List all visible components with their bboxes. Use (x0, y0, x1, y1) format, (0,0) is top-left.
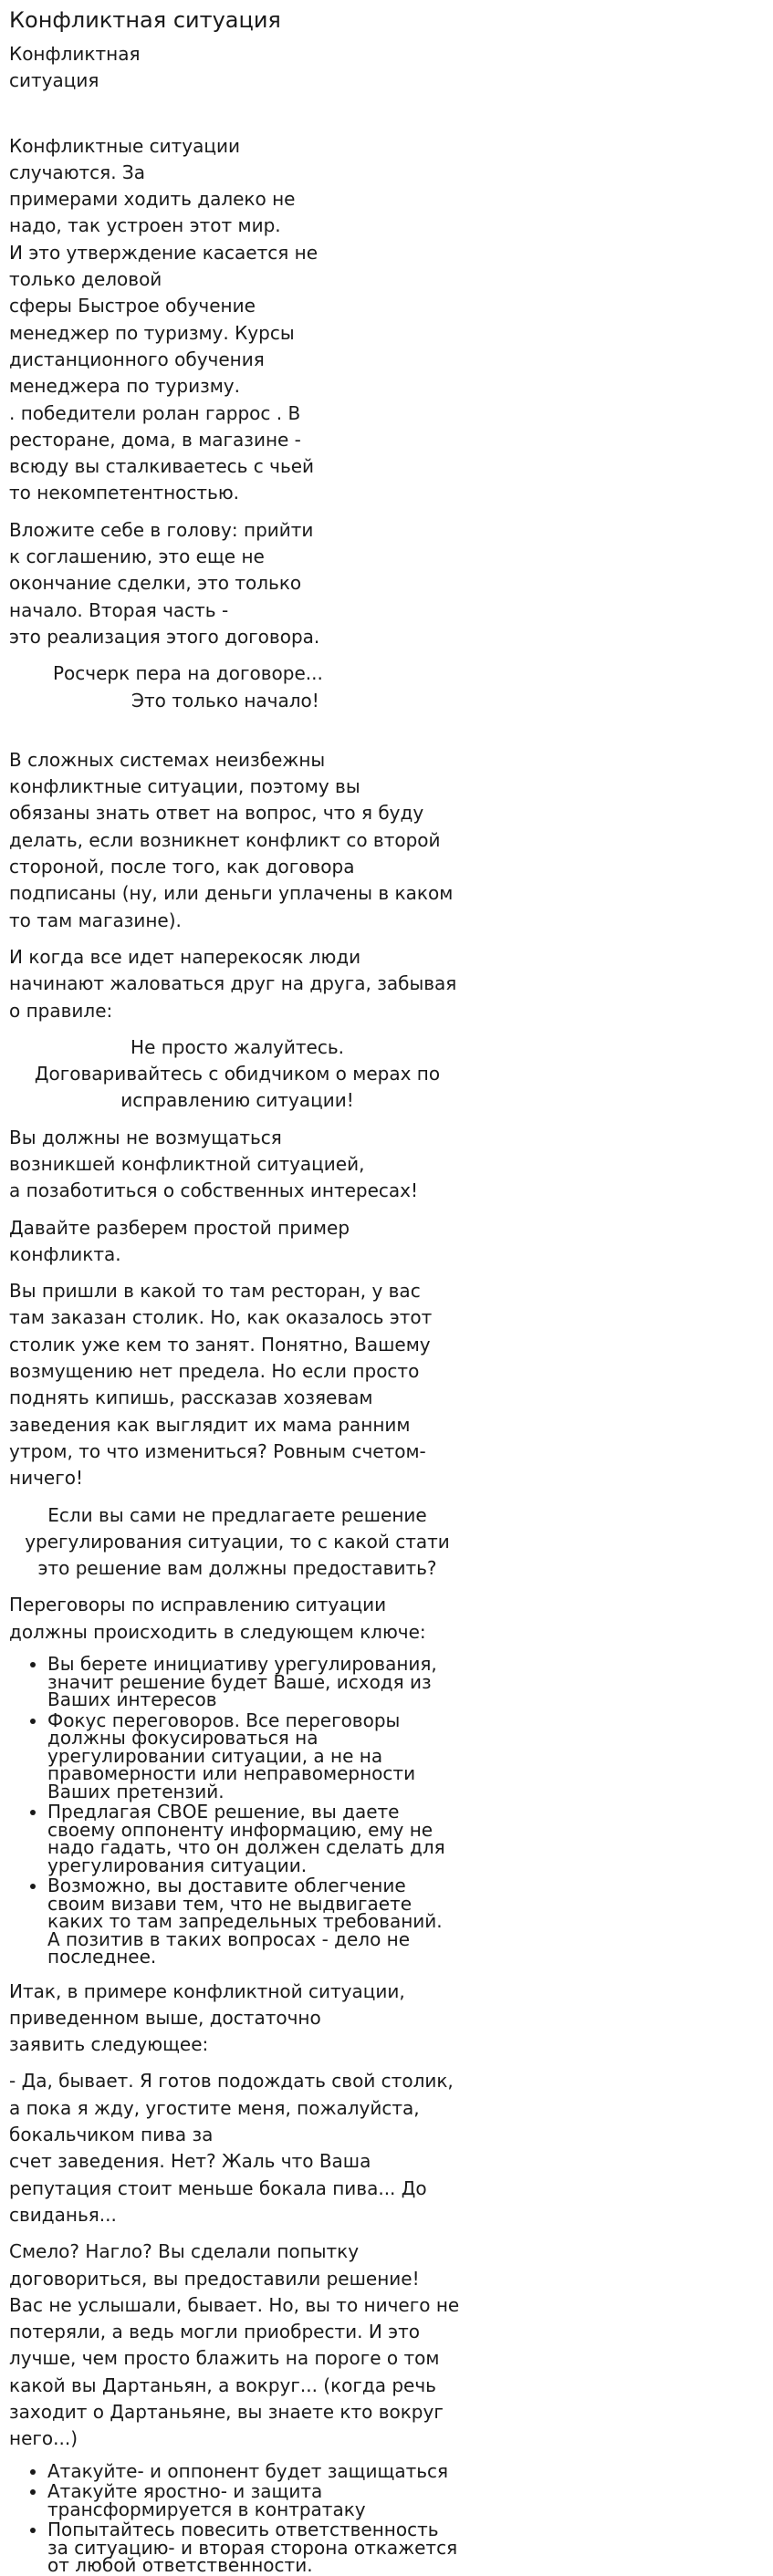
text-line: стороной, после того, как договора (9, 856, 355, 878)
text-line: Конфликтные ситуации (9, 134, 240, 157)
text-line: Не просто жалуйтесь. (131, 1035, 344, 1058)
list-item-line: последнее. (47, 1946, 157, 1968)
text-line: какой вы Дартаньян, а вокруг... (когда речь (9, 2373, 436, 2396)
text-line: то там магазине). (9, 909, 182, 931)
list-item-line: за ситуацию- и вторая сторона откажется (47, 2536, 458, 2559)
text-line: надо, так устроен этот мир. (9, 214, 281, 237)
list-item-line: урегулировании ситуации, а не на (47, 1744, 383, 1767)
text-line: примерами ходить далеко не (9, 188, 296, 211)
text-line: Смело? Нагло? Вы сделали попытку (9, 2240, 360, 2263)
list-item-line: Ваших интересов (47, 1688, 217, 1711)
list-item-line: Ваших претензий. (47, 1780, 225, 1802)
list-item-line: трансформируется в контратаку (47, 2498, 366, 2520)
list-item (47, 2480, 465, 2520)
paragraph-intro (9, 133, 465, 507)
text-line: И когда все идет наперекосяк люди (9, 945, 361, 968)
text-line: счет заведения. Нет? Жаль что Ваша (9, 2150, 371, 2173)
list-item (47, 1709, 465, 1802)
list-item-line: каких то там запредельных требований. (47, 1910, 443, 1933)
paragraph-negotiation-key (9, 1592, 465, 1646)
text-line: окончание сделки, это только (9, 572, 302, 595)
text-line: начало. Вторая часть - (9, 598, 229, 621)
text-line: всюду вы сталкиваетесь с чьей (9, 455, 315, 478)
text-line: к соглашению, это еще не (9, 545, 265, 568)
text-line: него...) (9, 2427, 78, 2450)
list-item-line: Попытайтесь повесить ответственность (47, 2519, 439, 2541)
list-item-line: Предлагая СВОЕ решение, вы даете (47, 1801, 400, 1823)
text-line: случаются. За (9, 161, 145, 183)
paragraph-agreement (9, 517, 465, 650)
text-line: репутация стоит меньше бокала пива... До (9, 2176, 427, 2199)
list-item-line: правомерности или неправомерности (47, 1762, 416, 1785)
text-line: Итак, в примере конфликтной ситуации, (9, 1979, 405, 2002)
text-line: подписаны (ну, или деньги уплачены в каком (9, 882, 454, 905)
attack-list (9, 2459, 465, 2576)
text-line: делать, если возникнет конфликт со второй (9, 828, 441, 851)
text-line: возмущению нет предела. Но если просто (9, 1360, 420, 1383)
text-line: урегулирования ситуации, то с какой стати (25, 1530, 450, 1553)
list-item-line: Фокус переговоров. Все переговоры (47, 1709, 401, 1731)
list-item-line: значит решение будет Ваше, исходя из (47, 1670, 432, 1693)
text-line: ничего! (9, 1467, 83, 1490)
text-line: Вы должны не возмущаться (9, 1126, 282, 1148)
list-item-line: Возможно, вы доставите облегчение (47, 1875, 406, 1897)
list-item-line: Вы берете инициативу урегулирования, (47, 1653, 437, 1676)
text-line: столик уже кем то занят. Понятно, Вашему (9, 1333, 431, 1356)
text-line: Росчерк пера на договоре... (53, 662, 323, 685)
text-line: там заказан столик. Но, как оказалось этот (9, 1306, 433, 1329)
text-line: дистанционного обучения (9, 348, 265, 370)
text-line: заявить следующее: (9, 2033, 209, 2056)
text-line: а пока я жду, угостите меня, пожалуйста, (9, 2096, 420, 2119)
text-line: заходит о Дартаньяне, вы знаете кто вокруг (9, 2400, 444, 2423)
paragraph-complex-systems (9, 747, 465, 934)
text-line: поднять кипишь, рассказав хозяевам (9, 1387, 373, 1409)
paragraph-dialog (9, 2068, 465, 2228)
list-item-line: от любой ответственности. (47, 2554, 313, 2576)
list-item-line: А позитив в таких вопросах - дело не (47, 1927, 411, 1950)
text-line: конфликта. (9, 1242, 121, 1265)
text-line: о правиле: (9, 999, 113, 1022)
quote-signature (9, 660, 465, 714)
text-line: Если вы сами не предлагаете решение (47, 1503, 427, 1526)
paragraph-complaints (9, 944, 465, 1024)
text-line: Вас не услышали, бывает. Но, вы то ничего не (9, 2293, 460, 2316)
text-line: утром, то что измениться? Ровным счетом- (9, 1439, 426, 1462)
paragraph-interests (9, 1125, 465, 1205)
article-subtitle: Конфликтная ситуация (9, 43, 141, 92)
text-line: менеджер по туризму. Курсы (9, 321, 295, 344)
quote-solution (9, 1502, 465, 1583)
text-line: то некомпетентностью. (9, 482, 240, 504)
quote-negotiate (9, 1034, 465, 1115)
list-item-line: своему оппоненту информацию, ему не (47, 1818, 434, 1841)
text-line: сферы Быстрое обучение (9, 295, 256, 317)
page-title: Конфликтная ситуация (9, 7, 281, 33)
text-line: Это только начало! (131, 689, 319, 712)
negotiation-list (9, 1653, 465, 1968)
text-line: заведения как выглядит их мама ранним (9, 1413, 411, 1436)
list-item-line: надо гадать, что он должен сделать для (47, 1836, 445, 1859)
text-line: приведенном выше, достаточно (9, 2006, 321, 2029)
text-line: Вложите себе в голову: прийти (9, 518, 314, 541)
text-line: это решение вам должны предоставить? (37, 1557, 437, 1580)
list-item-line: должны фокусироваться на (47, 1727, 319, 1750)
text-line: Переговоры по исправлению ситуации (9, 1594, 387, 1616)
text-line: потеряли, а ведь могли приобрести. И это (9, 2321, 421, 2343)
paragraph-restaurant (9, 1278, 465, 1491)
article-body (9, 133, 465, 2575)
text-line: это реализация этого договора. (9, 625, 320, 648)
list-item (47, 2459, 465, 2482)
text-line: Давайте разберем простой пример (9, 1216, 350, 1239)
list-item-line: Атакуйте яростно- и защита (47, 2480, 323, 2503)
text-line: Договаривайтесь с обидчиком о мерах по (34, 1063, 441, 1085)
text-line: . победители ролан гаррос . В (9, 401, 301, 424)
text-line: только деловой (9, 268, 162, 291)
text-line: - Да, бывает. Я готов подождать свой столик, (9, 2070, 454, 2093)
text-line: менеджера по туризму. (9, 375, 240, 398)
paragraph-summary (9, 1979, 465, 2059)
article (0, 7, 475, 2575)
text-line: должны происходить в следующем ключе: (9, 1620, 426, 1643)
list-item (47, 1653, 465, 1711)
text-line: конфликтные ситуации, поэтому вы (9, 775, 360, 798)
list-item (47, 1877, 465, 1967)
list-item-line: урегулирования ситуации. (47, 1854, 308, 1876)
text-line: а позаботиться о собственных интересах! (9, 1179, 419, 1202)
text-line: исправлению ситуации! (120, 1089, 354, 1112)
text-line: И это утверждение касается не (9, 241, 319, 264)
list-item (47, 2521, 465, 2575)
text-line: лучше, чем просто блажить на пороге о том (9, 2347, 440, 2370)
text-line: начинают жаловаться друг на друга, забывая (9, 972, 457, 995)
text-line: В сложных системах неизбежны (9, 748, 326, 771)
list-item-line: своим визави тем, что не выдвигаете (47, 1892, 413, 1915)
text-line: возникшей конфликтной ситуацией, (9, 1152, 365, 1175)
paragraph-bold (9, 2238, 465, 2452)
list-item-line: Атакуйте- и оппонент будет защищаться (47, 2459, 449, 2482)
text-line: Вы пришли в какой то там ресторан, у вас (9, 1280, 421, 1303)
paragraph-example-intro (9, 1215, 465, 1269)
list-item (47, 1803, 465, 1875)
text-line: договориться, вы предоставили решение! (9, 2267, 420, 2290)
text-line: ресторане, дома, в магазине - (9, 428, 301, 451)
text-line: свиданья... (9, 2203, 117, 2226)
text-line: бокальчиком пива за (9, 2124, 214, 2146)
text-line: обязаны знать ответ на вопрос, что я буду (9, 802, 424, 825)
